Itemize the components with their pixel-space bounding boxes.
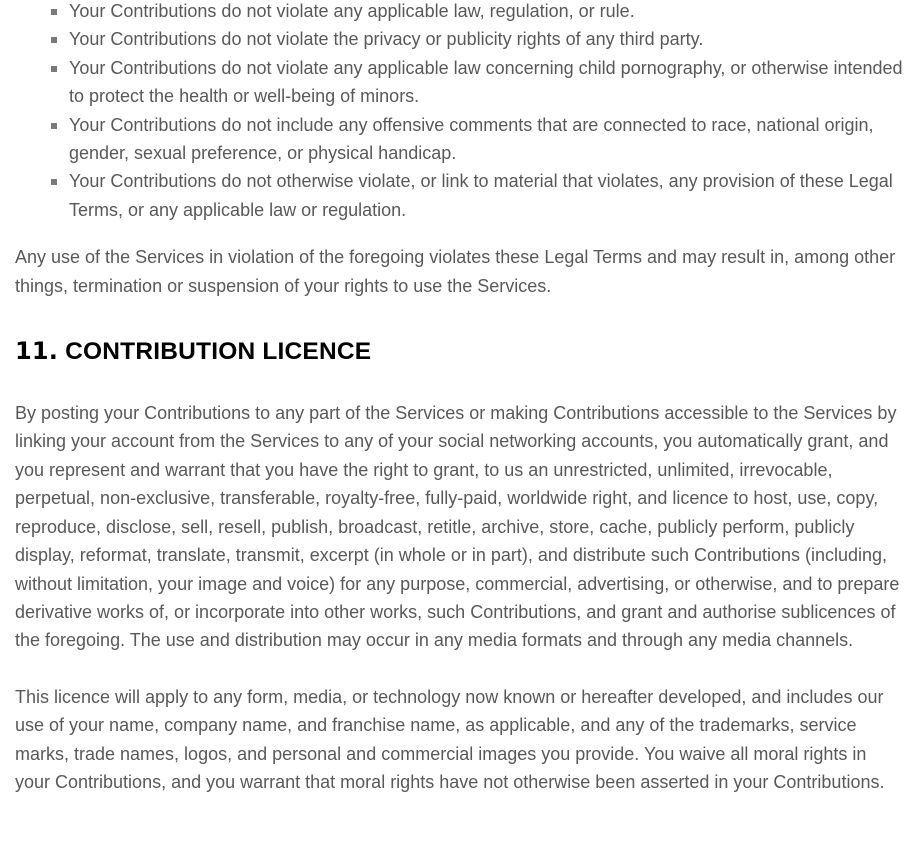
licence-scope-paragraph: This licence will apply to any form, media, or technology now known or hereafter developed, and includes our use of your name, company name, and franchise name, as applicable, and any of the trademarks, service marks, trade names, logos, and personal and commercial images you provide. You waive all moral rights in your Contributions, and you warrant that moral rights have not otherwise been asserted in your Contributions.	[15, 686, 885, 792]
square-bullet-icon	[51, 37, 57, 43]
section-number: 11.	[15, 337, 59, 366]
list-item-text: Your Contributions do not violate any applicable law concerning child pornography, or otherwise intended to protect the health or well-being of minors.	[69, 57, 903, 107]
square-bullet-icon	[51, 66, 57, 72]
square-bullet-icon	[51, 179, 57, 185]
section-title: CONTRIBUTION LICENCE	[65, 338, 372, 366]
list-item-text: Your Contributions do not violate any applicable law, regulation, or rule.	[69, 1, 635, 21]
square-bullet-icon	[51, 123, 57, 129]
section-heading	[0, 331, 915, 372]
list-item	[69, 167, 905, 224]
violation-paragraph: Any use of the Services in violation of the foregoing violates these Legal Terms and may result in, among other things, termination or suspension of your rights to use the Services.	[15, 247, 896, 296]
list-item-text: Your Contributions do not otherwise violate, or link to material that violates, any provision of these Legal Terms, or any applicable law or regulation.	[69, 171, 893, 220]
licence-grant-paragraph: By posting your Contributions to any part of the Services or making Contributions accessible to the Services by linking your account from the Services to any of your social networking accounts, you automatically grant, and you represent and warrant that you have the right to grant, to us an unrestricted, unlimited, irrevocable, perpetual, non-exclusive, transferable, royalty-free, fully-paid, worldwide right, and licence to host, use, copy, reproduce, disclose, sell, resell, publish, broadcast, retitle, archive, store, cache, publicly perform, publicly display, reformat, translate, transmit, excerpt (in whole or in part), and distribute such Contributions (including, without limitation, your image and voice) for any purpose, commercial, advertising, or otherwise, and to prepare derivative works of, or incorporate into other works, such Contributions, and grant and authorise sublicences of the foregoing. The use and distribution may occur in any media formats and through any media channels.	[15, 403, 900, 651]
list-item-text: Your Contributions do not violate the privacy or publicity rights of any third party.	[69, 29, 704, 50]
list-item	[69, 0, 905, 25]
list-item-text: Your Contributions do not include any offensive comments that are connected to race, national origin, gender, sexual preference, or physical handicap.	[69, 114, 874, 164]
list-item	[69, 25, 905, 53]
list-item	[69, 54, 905, 111]
contribution-rules-list	[0, 0, 915, 224]
list-item	[69, 111, 905, 168]
square-bullet-icon	[51, 9, 57, 15]
